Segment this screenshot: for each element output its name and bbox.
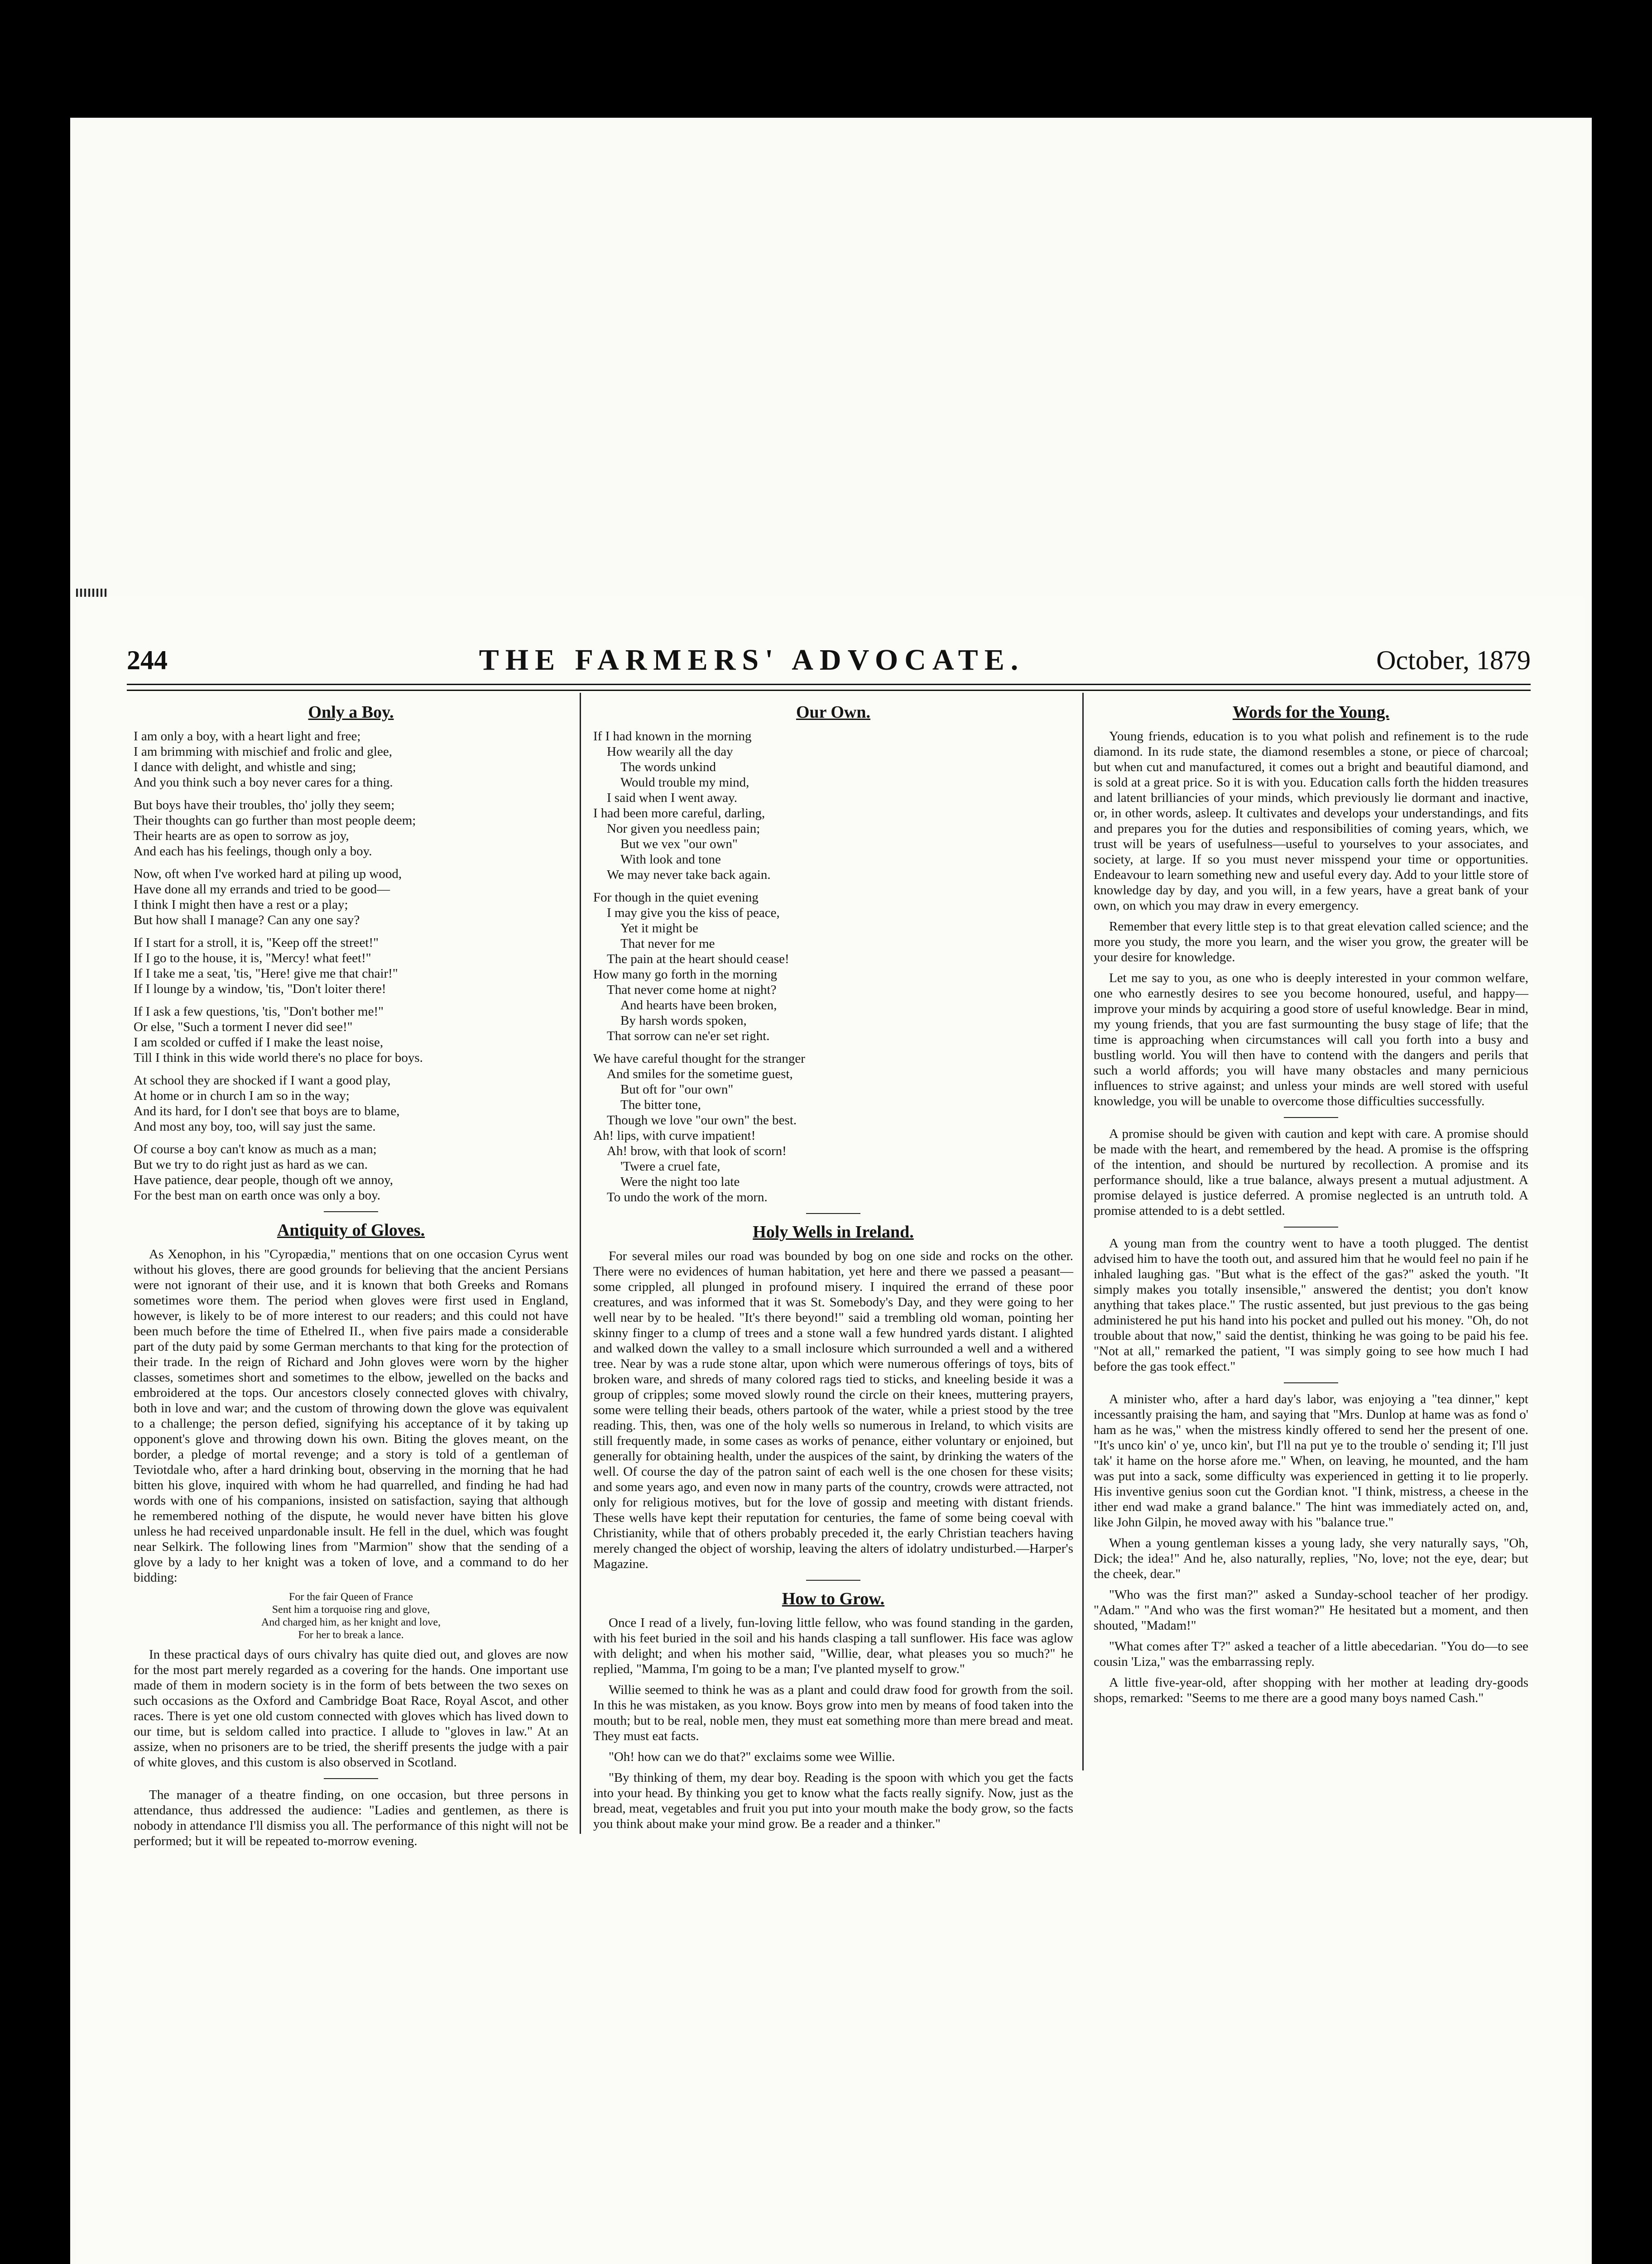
separator: [1284, 1117, 1338, 1118]
poem-line: I think I might then have a rest or a play;: [134, 897, 348, 912]
poem-line: And its hard, for I don't see that boys are to blame,: [134, 1104, 400, 1118]
stanza-break: [134, 790, 568, 797]
poem-line: I dance with delight, and whistle and sing;: [134, 760, 356, 774]
column-1: [134, 700, 568, 1854]
stanza-break: [593, 883, 1073, 890]
masthead-title: THE FARMERS' ADVOCATE.: [479, 643, 1025, 676]
quote-line: For her to break a lance.: [298, 1629, 404, 1641]
poem-line: Their hearts are as open to sorrow as joy,: [134, 829, 349, 843]
article-title: Antiquity of Gloves.: [277, 1221, 425, 1240]
poem-our-own: [593, 729, 1073, 1205]
anecdote-paragraph: A little five-year-old, after shopping with her mother at leading dry-goods shops, remarked: "Seems to me there are a good many boys named Cash.": [1094, 1675, 1528, 1705]
issue-date: October, 1879: [1376, 645, 1531, 675]
poem-line: Were the night too late: [620, 1175, 740, 1189]
anecdote-paragraph: A young man from the country went to have a tooth plugged. The dentist advised him to have the tooth out, and assured him that he would feel no pain if he inhaled laughing gas. "But what is the effect of the gas?" asked the youth. "It simply makes you totally insensible," answered the dentist; you don't know anything that takes place." The rustic assented, but just previous to the gas being administered he put his hand into his pocket and pulled out his money. "Oh, do not trouble about that now," said the dentist, thinking he was going to be paid his fee. "Not at all," remarked the patient, "I was simply going to see how much I had before the gas took effect.": [1094, 1236, 1528, 1374]
poem-line: I may give you the kiss of peace,: [607, 906, 780, 920]
poem-line: I am only a boy, with a heart light and free;: [134, 729, 361, 743]
quote-line: And charged him, as her knight and love,: [261, 1616, 441, 1628]
poem-line: Or else, "Such a torment I never did see!": [134, 1020, 353, 1034]
column-divider: [580, 693, 581, 1834]
poem-line: Ah! lips, with curve impatient!: [593, 1128, 756, 1143]
article-paragraph: "By thinking of them, my dear boy. Reading is the spoon with which you get the facts into your head. By thinking you get to know what the facts really signify. Now, just as the bread, meat, vegetables and fruit you put into your mouth make the body grow, so the facts you think about make your mind grow. Be a reader and a thinker.": [593, 1770, 1073, 1831]
poem-line: I said when I went away.: [607, 791, 738, 805]
article-paragraph: Remember that every little step is to that great elevation called science; and the more you study, the more you learn, and the wiser you grow, the greater will be your desire for knowledge.: [1094, 919, 1528, 964]
poem-line: I am scolded or cuffed if I make the least noise,: [134, 1035, 384, 1050]
header-rule: [127, 684, 1531, 691]
poem-line: That never for me: [620, 936, 715, 951]
column-2: [593, 700, 1073, 1837]
poem-line: If I take me a seat, 'tis, "Here! give me that chair!": [134, 966, 398, 981]
poem-line: Though we love "our own" the best.: [607, 1113, 797, 1127]
poem-line: That never come home at night?: [607, 983, 777, 997]
poem-line: By harsh words spoken,: [620, 1013, 747, 1028]
separator: [806, 1580, 860, 1581]
poem-line: I had been more careful, darling,: [593, 806, 765, 820]
poem-line: The bitter tone,: [620, 1098, 701, 1112]
article-paragraph: "Oh! how can we do that?" exclaims some wee Willie.: [609, 1750, 895, 1764]
poem-line: But we vex "our own": [620, 837, 738, 851]
article-paragraph: Young friends, education is to you what polish and refinement is to the rude diamond. In its rude state, the diamond resembles a stone, or piece of charcoal; but when cut and manufactured, it comes out a bright and beautiful diamond, and is sold at a great price. So it is with you. Education calls forth the hidden treasures and latent brilliancies of your minds, which previously lie dormant and inactive, or, in other words, asleep. It cultivates and develops your understandings, and fits and prepares you for the duties and responsibilities of coming years, which, we trust will be years of usefulness—useful to yourselves to your associates, and society, at large. If so you must never misspend your time or opportunities. Endeavour to learn something new and useful every day. Add to your little store of knowledge day by day, and you will, in a few years, have a great bank of your own, on which you may draw in every emergency.: [1094, 729, 1528, 913]
poem-line: If I go to the house, it is, "Mercy! what feet!": [134, 951, 371, 965]
poem-line: Have done all my errands and tried to be good—: [134, 882, 390, 897]
stanza-break: [134, 859, 568, 866]
poem-line: Ah! brow, with that look of scorn!: [607, 1144, 787, 1158]
article-title: How to Grow.: [782, 1589, 885, 1608]
page-header: [127, 643, 1531, 679]
poem-line: Would trouble my mind,: [620, 775, 749, 790]
separator: [324, 1778, 378, 1779]
poem-only-a-boy: [134, 729, 568, 1203]
stanza-break: [593, 1044, 1073, 1051]
poem-line: At school they are shocked if I want a good play,: [134, 1073, 391, 1088]
poem-line: Have patience, dear people, though oft we annoy,: [134, 1173, 394, 1187]
anecdote-paragraph: A minister who, after a hard day's labor, was enjoying a "tea dinner," kept incessantly praising the ham, and saying that "Mrs. Dunlop at hame was as fond o' ham as he was," when the mistress kindly offered to send her the present of one. "It's unco kin' o' ye, unco kin', but I'll na put ye to the trouble o' sending it; I'll just tak' it hame on the horse afore me." When, on leaving, he mounted, and the ham was put into a sack, some difficulty was experienced in getting it to lie properly. His inventive genius soon cut the Gordian knot. "I think, mistress, a cheese in the ither end wad make a grand balance." The hint was immediately acted on, and, like John Gilpin, he moved away with his "balance true.": [1094, 1392, 1528, 1530]
quotation: [134, 1591, 568, 1641]
poem-line: And you think such a boy never cares for a thing.: [134, 775, 393, 790]
anecdote-paragraph: "Who was the first man?" asked a Sunday-school teacher of her prodigy. "Adam." "And who was the first woman?" He hesitated but a moment, and then shouted, "Madam!": [1094, 1588, 1528, 1633]
poem-line: How wearily all the day: [607, 744, 733, 759]
poem-line: Yet it might be: [620, 921, 698, 935]
article-paragraph: For several miles our road was bounded by bog on one side and rocks on the other. There were no evidences of human habitation, yet here and there we passed a peasant—some crippled, all plunged in profound misery. I inquired the errand of these poor creatures, and was informed that it was St. Somebody's Day, and they were going to her well near by to be healed. "It's there beyond!" said a trembling old woman, pointing her skinny finger to a clump of trees and a stone wall a few hundred yards distant. I alighted and walked down the valley to a small inclosure which surrounded a well and a withered tree. Near by was a rude stone altar, upon which were numerous offerings of toys, bits of broken ware, and shreds of many colored rags tied to sticks, and kneeling beside it was a group of cripples; some moved slowly round the circle on their knees, muttering prayers, some were telling their beads, others partook of the water, while a priest stood by the tree reading. This, then, was one of the holy wells so numerous in Ireland, to which visits are still frequently made, in some cases as works of penance, either voluntary or enjoined, but generally for obtaining health, under the auspices of the saint, by drinking the waters of the well. Of course the day of the patron saint of each well is the one chosen for these visits; and some years ago, and even now in many parts of the country, crowds were attracted, not only for religious motives, but for the love of gossip and meeting with distant friends. These wells have kept their reputation for centuries, the fame of some being coeval with Christianity, while that of others probably preceded it, the early Christian teachers having merely changed the object of worship, leaving the alters of idolatry undisturbed.—Harper's Magazine.: [593, 1249, 1073, 1571]
poem-line: Their thoughts can go further than most people deem;: [134, 813, 416, 828]
article-paragraph: Willie seemed to think he was as a plant and could draw food for growth from the soil. In this he was mistaken, as you know. Boys grow into men by means of food taken into the mouth; but to be real, noble men, they must eat something more than mere bread and meat. They must eat facts.: [593, 1683, 1073, 1743]
separator: [324, 1211, 378, 1212]
poem-line: We have careful thought for the stranger: [593, 1051, 805, 1066]
quote-line: Sent him a torquoise ring and glove,: [272, 1604, 430, 1616]
poem-line: And smiles for the sometime guest,: [607, 1067, 793, 1081]
poem-line: Nor given you needless pain;: [607, 821, 760, 836]
article-title: Holy Wells in Ireland.: [753, 1223, 914, 1242]
poem-line: We may never take back again.: [607, 868, 771, 882]
anecdote-paragraph: When a young gentleman kisses a young lady, she very naturally says, "Oh, Dick; the idea!" And he, also naturally, replies, "No, love; not the eye, dear; but the cheek, dear.": [1094, 1536, 1528, 1581]
poem-line: Till I think in this wide world there's no place for boys.: [134, 1050, 423, 1065]
article-title: Words for the Young.: [1232, 703, 1390, 722]
poem-line: But we try to do right just as hard as we can.: [134, 1157, 368, 1172]
poem-line: And most any boy, too, will say just the same.: [134, 1119, 376, 1134]
poem-line: For though in the quiet evening: [593, 890, 759, 905]
quote-line: For the fair Queen of France: [289, 1591, 413, 1603]
stanza-break: [134, 997, 568, 1004]
article-paragraph: Let me say to you, as one who is deeply interested in your common welfare, one who earnestly desires to see you become honoured, useful, and happy—improve your minds by acquiring a good store of useful knowledge. Bear in mind, my young friends, that you are fast surmounting the busy stage of life; that the time is approaching when circumstances will call you forth into a busy and bustling world. You will then have to contend with the dangers and perils that such a world affords; you will have many obstacles and many pernicious influences to strive against; and unless your minds are well stored with useful knowledge, you will be unable to overcome those difficulties successfully.: [1094, 971, 1528, 1108]
column-3: [1094, 700, 1528, 1711]
article-paragraph: As Xenophon, in his "Cyropædia," mentions that on one occasion Cyrus went without his gloves, there are good grounds for believing that the ancient Persians were not ignorant of their use, and it is known that both Greeks and Romans sometimes wore them. The period when gloves were first used in England, however, is likely to be of more interest to our readers; and this could not have been much before the time of Ethelred II., when five pairs made a considerable part of the duty paid by some German merchants to that king for the protection of their trade. In the reign of Richard and John gloves were worn by the higher classes, sometimes short and sometimes to the elbow, jewelled on the backs and embroidered at the tops. Our ancestors closely connected gloves with chivalry, both in love and war; and the custom of throwing down the glove was equivalent to a challenge; the person defied, signifying his acceptance of it by taking up opponent's glove and throwing down his own. Biting the gloves meant, on the border, a pledge of mortal revenge; and a story is told of a gentleman of Teviotdale who, after a hard drinking bout, observing in the morning that he had bitten his glove, inquired with whom he had quarrelled, and finding he had had words with one of his companions, insisted on satisfaction, saying that although he remembered nothing of the dispute, he would never have bitten his glove unless he had received unpardonable insult. He fell in the duel, which was fought near Selkirk. The following lines from "Marmion" show that the sending of a glove by a lady to her knight was a token of love, and a command to do her bidding:: [134, 1247, 568, 1585]
poem-line: Now, oft when I've worked hard at piling up wood,: [134, 867, 402, 881]
stanza-break: [134, 1065, 568, 1073]
poem-line: At home or in church I am so in the way;: [134, 1089, 350, 1103]
poem-line: If I ask a few questions, 'tis, "Don't bother me!": [134, 1004, 384, 1019]
poem-line: Of course a boy can't know as much as a man;: [134, 1142, 377, 1156]
promise-paragraph: A promise should be given with caution and kept with care. A promise should be made with the heart, and remembered by the head. A promise is the offspring of the intention, and should be nurtured by recollection. A promise and its performance should, like a true balance, always present a mutual adjustment. A promise delayed is justice deferred. A promise neglected is an untruth told. A promise attended to is a debt settled.: [1094, 1127, 1528, 1218]
poem-line: 'Twere a cruel fate,: [620, 1159, 720, 1174]
poem-line: And each has his feelings, though only a boy.: [134, 844, 372, 859]
poem-line: The pain at the heart should cease!: [607, 952, 789, 966]
poem-line: But how shall I manage? Can any one say?: [134, 913, 360, 927]
column-divider: [1082, 693, 1084, 1770]
poem-line: With look and tone: [620, 852, 721, 867]
stanza-break: [134, 928, 568, 935]
anecdote-paragraph: "What comes after T?" asked a teacher of a little abecedarian. "You do—to see cousin 'Liza," was the embarrassing reply.: [1094, 1639, 1528, 1669]
article-paragraph: Once I read of a lively, fun-loving little fellow, who was found standing in the garden, with his feet buried in the soil and his hands clasping a tall sunflower. His face was aglow with delight; and when his mother said, "Willie, dear, what pleases you so much?" he replied, "Mamma, I'm going to be a man; I've planted myself to grow.": [593, 1616, 1073, 1676]
poem-line: If I had known in the morning: [593, 729, 752, 743]
poem-line: But oft for "our own": [620, 1082, 734, 1097]
poem-line: For the best man on earth once was only a boy.: [134, 1188, 380, 1203]
poem-title: Our Own.: [796, 703, 870, 722]
poem-line: To undo the work of the morn.: [607, 1190, 768, 1204]
poem-line: If I lounge by a window, 'tis, "Don't loiter there!: [134, 982, 386, 996]
anecdote-paragraph: The manager of a theatre finding, on one occasion, but three persons in attendance, thus addressed the audience: "Ladies and gentlemen, as there is nobody in attendance I'll dismiss you all. The performance of this night will not be performed; but it will be repeated to-morrow evening.: [134, 1788, 568, 1848]
separator: [806, 1213, 860, 1214]
article-paragraph: In these practical days of ours chivalry has quite died out, and gloves are now for the most part merely regarded as a covering for the hands. One important use made of them in modern society is in the form of bets between the two sexes on such occasions as the Oxford and Cambridge Boat Race, Royal Ascot, and other races. There is yet one old custom connected with gloves which has lived down to our time, but is seldom called into practice. I allude to "gloves in law." At an assize, when no prisoners are to be tried, the sheriff presents the judge with a pair of white gloves, and this custom is also observed in Scotland.: [134, 1647, 568, 1770]
poem-line: The words unkind: [620, 760, 716, 774]
poem-line: And hearts have been broken,: [620, 998, 777, 1012]
poem-line: How many go forth in the morning: [593, 967, 777, 982]
poem-line: That sorrow can ne'er set right.: [607, 1029, 770, 1043]
stanza-break: [134, 1134, 568, 1142]
separator: [1284, 1227, 1338, 1228]
poem-line: But boys have their troubles, tho' jolly they seem;: [134, 798, 395, 812]
page-number: 244: [127, 645, 168, 675]
poem-title: Only a Boy.: [308, 703, 394, 722]
separator: [1284, 1382, 1338, 1383]
poem-line: I am brimming with mischief and frolic and glee,: [134, 744, 392, 759]
poem-line: If I start for a stroll, it is, "Keep off the street!": [134, 935, 379, 950]
